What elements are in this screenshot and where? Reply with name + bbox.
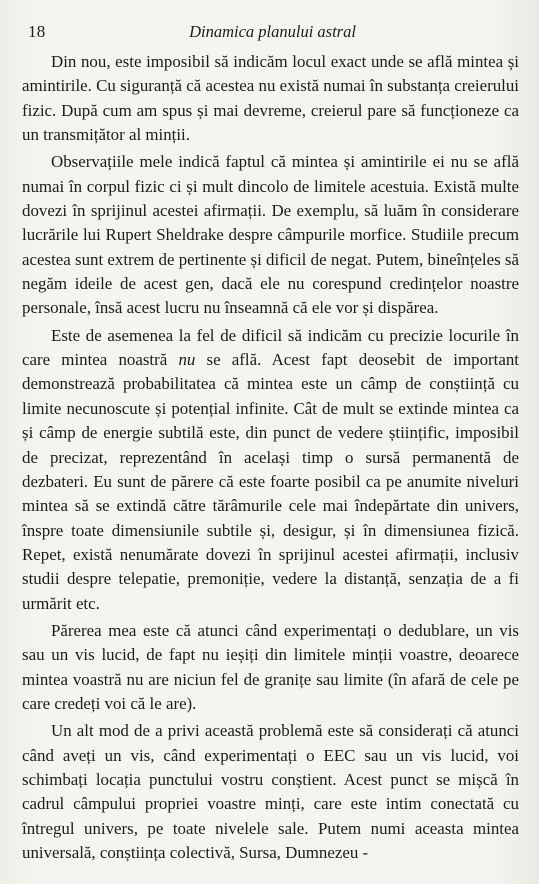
- paragraph-3-text-before: Este de asemenea la fel de dificil să indicăm cu precizie locurile în care mintea noastră: [22, 325, 519, 370]
- page-header: [28, 22, 517, 44]
- running-title: Dinamica planului astral: [189, 22, 356, 41]
- paragraph-3: [22, 324, 519, 616]
- paragraph-3-emphasis: nu: [178, 350, 196, 370]
- page-number: 18: [28, 22, 46, 41]
- paragraph-5: Un alt mod de a privi această problemă este să considerați că atunci când aveți un vis, când experimentați o EEC sau un vis lucid, voi schimbați locația punctului vostru conștient. Acest punct se mișcă în cadrul câmpului propriei voastre minți, care este intim conectată cu întregul univers, pe toate nivelele sale. Putem numi aceasta mintea universală, conștiința colectivă, Sursa, Dumnezeu -: [22, 721, 519, 862]
- paragraph-4: Părerea mea este că atunci când experimentați o dedublare, un vis sau un vis lucid, de fapt nu ieșiți din limitele minții voastre, deoarece mintea voastră nu are niciun fel de granițe sau limite (în afară de cele pe care credeți voi că le are).: [22, 620, 519, 713]
- paragraph-3-text-after: se află. Acest fapt deosebit de important demonstrează probabilitatea că mintea este un câmp de conștiință cu limite necunoscute și potențial infinite. Cât de mult se extinde mintea ca și câmp de energie subtilă este, din punct de vedere științific, imposibil de precizat, reprezentând în același timp o sursă permanentă de dezbateri. Eu sunt de părere că este foarte posibil ca pe anumite niveluri mintea să se extindă către tărâmurile cele mai îndepărtate din univers, înspre toate dimensiunile subtile și, desigur, și în dimensiunea fizică. Repet, există nenumărate dovezi în sprijinul acestei afirmații, inclusiv studii despre telepatie, premoniție, vedere la distanță, senzația de a fi urmărit etc.: [22, 350, 519, 613]
- body-text: [22, 50, 519, 865]
- paragraph-2: Observațiile mele indică faptul că mintea și amintirile ei nu se află numai în corpul fizic ci și mult dincolo de limitele acestuia. Există multe dovezi în sprijinul acestei afirmații. De exemplu, să luăm în considerare lucrările lui Rupert Sheldrake despre câmpurile morfice. Studiile precum acestea sunt extrem de pertinente și dificil de negat. Putem, bineînțeles să negăm ideile de acest gen, dacă ele nu corespund credințelor noastre personale, însă acest lucru nu înseamnă că ele vor și dispărea.: [22, 152, 519, 318]
- paragraph-1: Din nou, este imposibil să indicăm locul exact unde se află mintea și amintirile. Cu siguranță că acestea nu există numai în substanța creierului fizic. După cum am spus și mai devreme, creierul pare să funcționeze ca un transmițător al minții.: [22, 52, 519, 145]
